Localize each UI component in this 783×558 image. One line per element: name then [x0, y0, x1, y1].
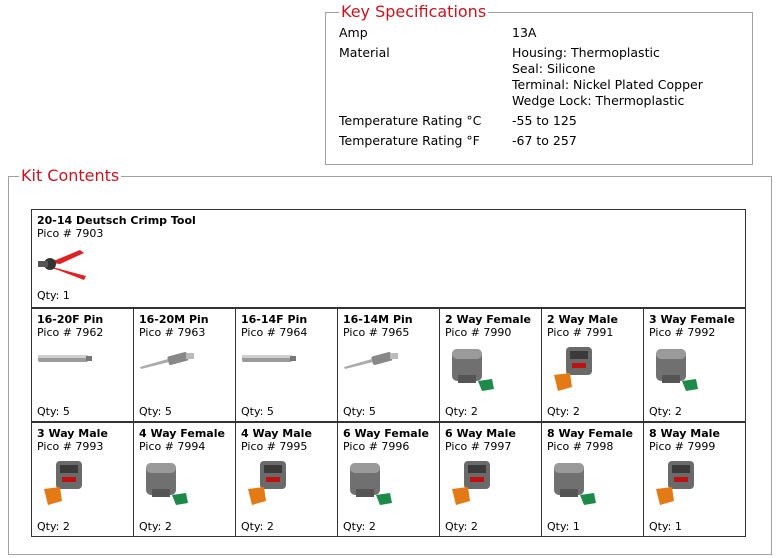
- kit-item[interactable]: [134, 422, 236, 536]
- kit-item-pico: Pico # 7991: [547, 326, 614, 339]
- spec-value: [512, 45, 703, 113]
- kit-item-qty: Qty: 2: [37, 520, 70, 533]
- kit-item[interactable]: [236, 422, 338, 536]
- kit-item-title: 4 Way Male: [241, 427, 312, 440]
- kit-item[interactable]: [542, 422, 644, 536]
- male-pin-icon: [138, 351, 196, 371]
- kit-item-title: 16-14M Pin: [343, 313, 413, 326]
- kit-item[interactable]: [32, 308, 134, 422]
- kit-item-pico: Pico # 7992: [649, 326, 716, 339]
- spec-key: Amp: [339, 25, 368, 40]
- kit-item[interactable]: [644, 422, 745, 536]
- male-connector-icon: [448, 459, 498, 507]
- spec-row-material: [339, 45, 703, 113]
- kit-item-title: 20-14 Deutsch Crimp Tool: [37, 214, 196, 227]
- male-connector-icon: [550, 345, 600, 393]
- kit-item[interactable]: [338, 308, 440, 422]
- kit-item-title: 3 Way Male: [37, 427, 108, 440]
- kit-item-pico: Pico # 7996: [343, 440, 410, 453]
- kit-item[interactable]: [440, 422, 542, 536]
- kit-item-qty: Qty: 2: [649, 405, 682, 418]
- spec-value: [512, 25, 703, 45]
- kit-item-qty: Qty: 2: [343, 520, 376, 533]
- female-connector-icon: [652, 345, 702, 393]
- kit-item-title: 3 Way Female: [649, 313, 735, 326]
- kit-row-connectors: [32, 422, 745, 536]
- kit-item[interactable]: [338, 422, 440, 536]
- specifications-table: [339, 25, 703, 153]
- key-specifications-panel: [325, 3, 753, 165]
- kit-item-pico: Pico # 7990: [445, 326, 512, 339]
- kit-item-qty: Qty: 5: [139, 405, 172, 418]
- key-specifications-legend: Key Specifications: [341, 2, 487, 21]
- spec-key: Temperature Rating °F: [339, 133, 480, 148]
- spec-row-amp: [339, 25, 703, 45]
- spec-value-line: 13A: [512, 25, 537, 40]
- kit-item[interactable]: [440, 308, 542, 422]
- kit-item-title: 16-20M Pin: [139, 313, 209, 326]
- male-connector-icon: [652, 459, 702, 507]
- kit-item-pico: Pico # 7999: [649, 440, 716, 453]
- male-connector-icon: [244, 459, 294, 507]
- kit-item-title: 16-14F Pin: [241, 313, 308, 326]
- kit-item-title: 2 Way Male: [547, 313, 618, 326]
- kit-item-title: 6 Way Male: [445, 427, 516, 440]
- kit-item-qty: Qty: 1: [37, 289, 70, 302]
- kit-item-title: 4 Way Female: [139, 427, 225, 440]
- kit-contents-legend: Kit Contents: [21, 166, 120, 185]
- spec-value-line: Wedge Lock: Thermoplastic: [512, 93, 685, 108]
- kit-item-title: 2 Way Female: [445, 313, 531, 326]
- kit-item-pico: Pico # 7963: [139, 326, 206, 339]
- spec-value: [512, 133, 703, 153]
- kit-item-title: 8 Way Male: [649, 427, 720, 440]
- kit-item[interactable]: [644, 308, 745, 422]
- female-connector-icon: [346, 459, 396, 507]
- kit-item-qty: Qty: 2: [445, 520, 478, 533]
- kit-item-pico: Pico # 7993: [37, 440, 104, 453]
- kit-item-pico: Pico # 7965: [343, 326, 410, 339]
- kit-item-title: 6 Way Female: [343, 427, 429, 440]
- male-connector-icon: [40, 459, 90, 507]
- kit-row-tool: [32, 210, 745, 308]
- spec-value-line: Terminal: Nickel Plated Copper: [512, 77, 703, 92]
- kit-item-pico: Pico # 7903: [37, 227, 104, 240]
- kit-item-qty: Qty: 2: [241, 520, 274, 533]
- spec-row-temp-c: [339, 113, 703, 133]
- kit-contents-panel: [8, 167, 772, 555]
- spec-value: [512, 113, 703, 133]
- spec-value-line: Housing: Thermoplastic: [512, 45, 660, 60]
- kit-contents-grid: [31, 209, 746, 537]
- spec-value-line: -67 to 257: [512, 133, 577, 148]
- kit-item-pico: Pico # 7962: [37, 326, 104, 339]
- female-pin-icon: [36, 351, 94, 365]
- kit-item-qty: Qty: 1: [547, 520, 580, 533]
- kit-item-pico: Pico # 7998: [547, 440, 614, 453]
- kit-item-pico: Pico # 7994: [139, 440, 206, 453]
- kit-item-title: 16-20F Pin: [37, 313, 104, 326]
- kit-item-qty: Qty: 2: [445, 405, 478, 418]
- spec-value-line: -55 to 125: [512, 113, 577, 128]
- female-connector-icon: [448, 345, 498, 393]
- kit-item-pico: Pico # 7995: [241, 440, 308, 453]
- kit-item-qty: Qty: 5: [343, 405, 376, 418]
- spec-value-line: Seal: Silicone: [512, 61, 596, 76]
- female-pin-icon: [240, 351, 298, 365]
- kit-item-crimp-tool[interactable]: [32, 210, 745, 308]
- kit-item[interactable]: [236, 308, 338, 422]
- kit-item-qty: Qty: 2: [139, 520, 172, 533]
- spec-key: Material: [339, 45, 390, 60]
- kit-item[interactable]: [32, 422, 134, 536]
- male-pin-icon: [342, 351, 400, 371]
- kit-item-qty: Qty: 5: [241, 405, 274, 418]
- female-connector-icon: [142, 459, 192, 507]
- spec-row-temp-f: [339, 133, 703, 153]
- spec-key: Temperature Rating °C: [339, 113, 482, 128]
- kit-item-pico: Pico # 7964: [241, 326, 308, 339]
- crimp-tool-icon: [36, 248, 90, 282]
- kit-item-title: 8 Way Female: [547, 427, 633, 440]
- female-connector-icon: [550, 459, 600, 507]
- kit-item-pico: Pico # 7997: [445, 440, 512, 453]
- kit-item[interactable]: [542, 308, 644, 422]
- kit-row-pins: [32, 308, 745, 422]
- kit-item-qty: Qty: 2: [547, 405, 580, 418]
- kit-item-qty: Qty: 1: [649, 520, 682, 533]
- kit-item-qty: Qty: 5: [37, 405, 70, 418]
- kit-item[interactable]: [134, 308, 236, 422]
